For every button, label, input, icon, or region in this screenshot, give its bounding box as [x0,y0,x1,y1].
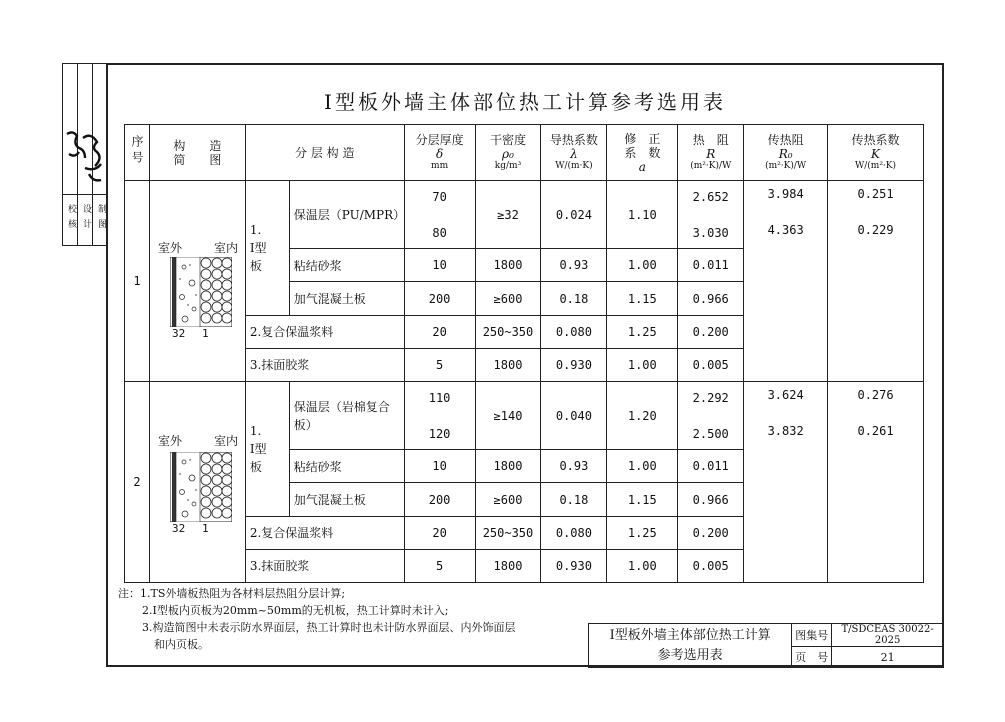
correction-cell: 1.25 [607,315,678,348]
layer-name: 加气混凝土板 [289,282,404,315]
note-1: 注：1.TS外墙板热阻为各材料层热阻分层计算; [118,587,346,600]
resistance-cell: 0.011 [678,249,744,282]
density-cell: ≥32 [475,181,541,249]
wall-section-icon [170,257,232,327]
drawing-name: I型板外墙主体部位热工计算 参考选用表 [589,624,792,668]
thickness-cell: 5 [404,348,475,381]
layer-insulation: 保温层（PU/MPR） [289,181,404,249]
header-seq: 序号 [125,125,150,181]
resistance-cell: 0.200 [678,315,744,348]
lambda-cell: 0.18 [541,483,607,516]
side-label-check: 校核 [66,204,76,234]
handwritten-signature [63,124,107,194]
dim-label-1: 1 [201,327,209,340]
density-cell: ≥600 [475,483,541,516]
seq-cell: 1 [125,181,150,382]
density-cell: ≥140 [475,382,541,450]
layer-name: 粘结砂浆 [289,450,404,483]
header-layers: 分 层 构 造 [245,125,404,181]
lambda-cell: 0.080 [541,315,607,348]
label-inside: 室内 [213,241,238,255]
table-row [125,181,924,249]
resistance-cell: 0.005 [678,549,744,582]
lambda-cell: 0.080 [541,516,607,549]
correction-cell: 1.15 [607,483,678,516]
thickness-cell: 20 [404,516,475,549]
panel-label: 1. I型 板 [245,382,289,517]
layer-name: 粘结砂浆 [289,249,404,282]
k-cell: 0.276 0.261 [828,382,924,583]
density-cell: ≥600 [475,282,541,315]
resistance-cell: 0.005 [678,348,744,381]
thickness-cell: 110 120 [404,382,475,450]
page-title: I型板外墙主体部位热工计算参考选用表 [324,90,726,114]
label-outside: 室外 [157,241,182,255]
atlas-number: T/SDCEAS 30022-2025 [832,624,944,647]
thickness-cell: 10 [404,249,475,282]
density-cell: 1800 [475,549,541,582]
density-cell: 1800 [475,348,541,381]
lambda-cell: 0.93 [541,450,607,483]
thermal-table [124,124,924,583]
correction-cell: 1.00 [607,450,678,483]
thickness-cell: 10 [404,450,475,483]
notes [118,585,516,653]
label-outside: 室外 [157,434,182,448]
header-conductivity: 导热系数 λ W/(m·K) [541,125,607,181]
lambda-cell: 0.18 [541,282,607,315]
note-2: 2.I型板内页板为20mm~50mm的无机板，热工计算时未计入; [142,604,449,617]
layer-name: 2.复合保温浆料 [245,315,404,348]
k-cell: 0.251 0.229 [828,181,924,382]
correction-cell: 1.00 [607,549,678,582]
thickness-cell: 200 [404,282,475,315]
layer-insulation: 保温层（岩棉复合板） [289,382,404,450]
lambda-cell: 0.930 [541,348,607,381]
resistance-cell: 0.200 [678,516,744,549]
thickness-cell: 70 80 [404,181,475,249]
signature-strip [62,63,108,246]
dim-label-1: 1 [201,522,209,535]
note-3-cont: 和内页板。 [154,638,209,651]
header-correction: 修 正 系 数 a [607,125,678,181]
correction-cell: 1.10 [607,181,678,249]
header-coefficient: 传热系数 K W/(m²·K) [828,125,924,181]
correction-cell: 1.25 [607,516,678,549]
label-inside: 室内 [213,434,238,448]
dim-label-32: 32 [171,522,186,535]
thickness-cell: 20 [404,315,475,348]
correction-cell: 1.15 [607,282,678,315]
header-resistance: 热 阻 R (m²·K)/W [678,125,744,181]
page-label: 页 号 [792,647,832,668]
density-cell: 1800 [475,450,541,483]
lambda-cell: 0.040 [541,382,607,450]
page-number: 21 [832,647,944,668]
dim-label-32: 32 [171,327,186,340]
construction-diagram-2 [149,382,245,583]
panel-label: 1. I型 板 [245,181,289,316]
resistance-cell: 0.011 [678,450,744,483]
lambda-cell: 0.93 [541,249,607,282]
density-cell: 250~350 [475,516,541,549]
lambda-cell: 0.930 [541,549,607,582]
table-row [125,382,924,450]
header-diagram: 构 造 简 图 [149,125,245,181]
correction-cell: 1.00 [607,249,678,282]
side-label-draw: 制图 [96,204,106,234]
header-density: 干密度 ρ₀ kg/m³ [475,125,541,181]
atlas-label: 图集号 [792,624,832,647]
thickness-cell: 5 [404,549,475,582]
resistance-cell: 0.966 [678,483,744,516]
resistance-cell: 2.652 3.030 [678,181,744,249]
resistance-cell: 2.292 2.500 [678,382,744,450]
r0-cell: 3.624 3.832 [744,382,828,583]
correction-cell: 1.20 [607,382,678,450]
note-3: 3.构造简图中未表示防水界面层，热工计算时也未计防水界面层、内外饰面层 [142,621,516,634]
layer-name: 加气混凝土板 [289,483,404,516]
density-cell: 250~350 [475,315,541,348]
header-thickness: 分层厚度 δ mm [404,125,475,181]
header-row [125,125,924,181]
thickness-cell: 200 [404,483,475,516]
header-total-resistance: 传热阻 R₀ (m²·K)/W [744,125,828,181]
layer-name: 3.抹面胶浆 [245,549,404,582]
correction-cell: 1.00 [607,348,678,381]
layer-name: 2.复合保温浆料 [245,516,404,549]
wall-section-icon [170,452,232,522]
lambda-cell: 0.024 [541,181,607,249]
resistance-cell: 0.966 [678,282,744,315]
seq-cell: 2 [125,382,150,583]
side-label-design: 设计 [81,204,91,234]
r0-cell: 3.984 4.363 [744,181,828,382]
layer-name: 3.抹面胶浆 [245,348,404,381]
construction-diagram-1 [149,181,245,382]
density-cell: 1800 [475,249,541,282]
title-block [588,623,944,668]
